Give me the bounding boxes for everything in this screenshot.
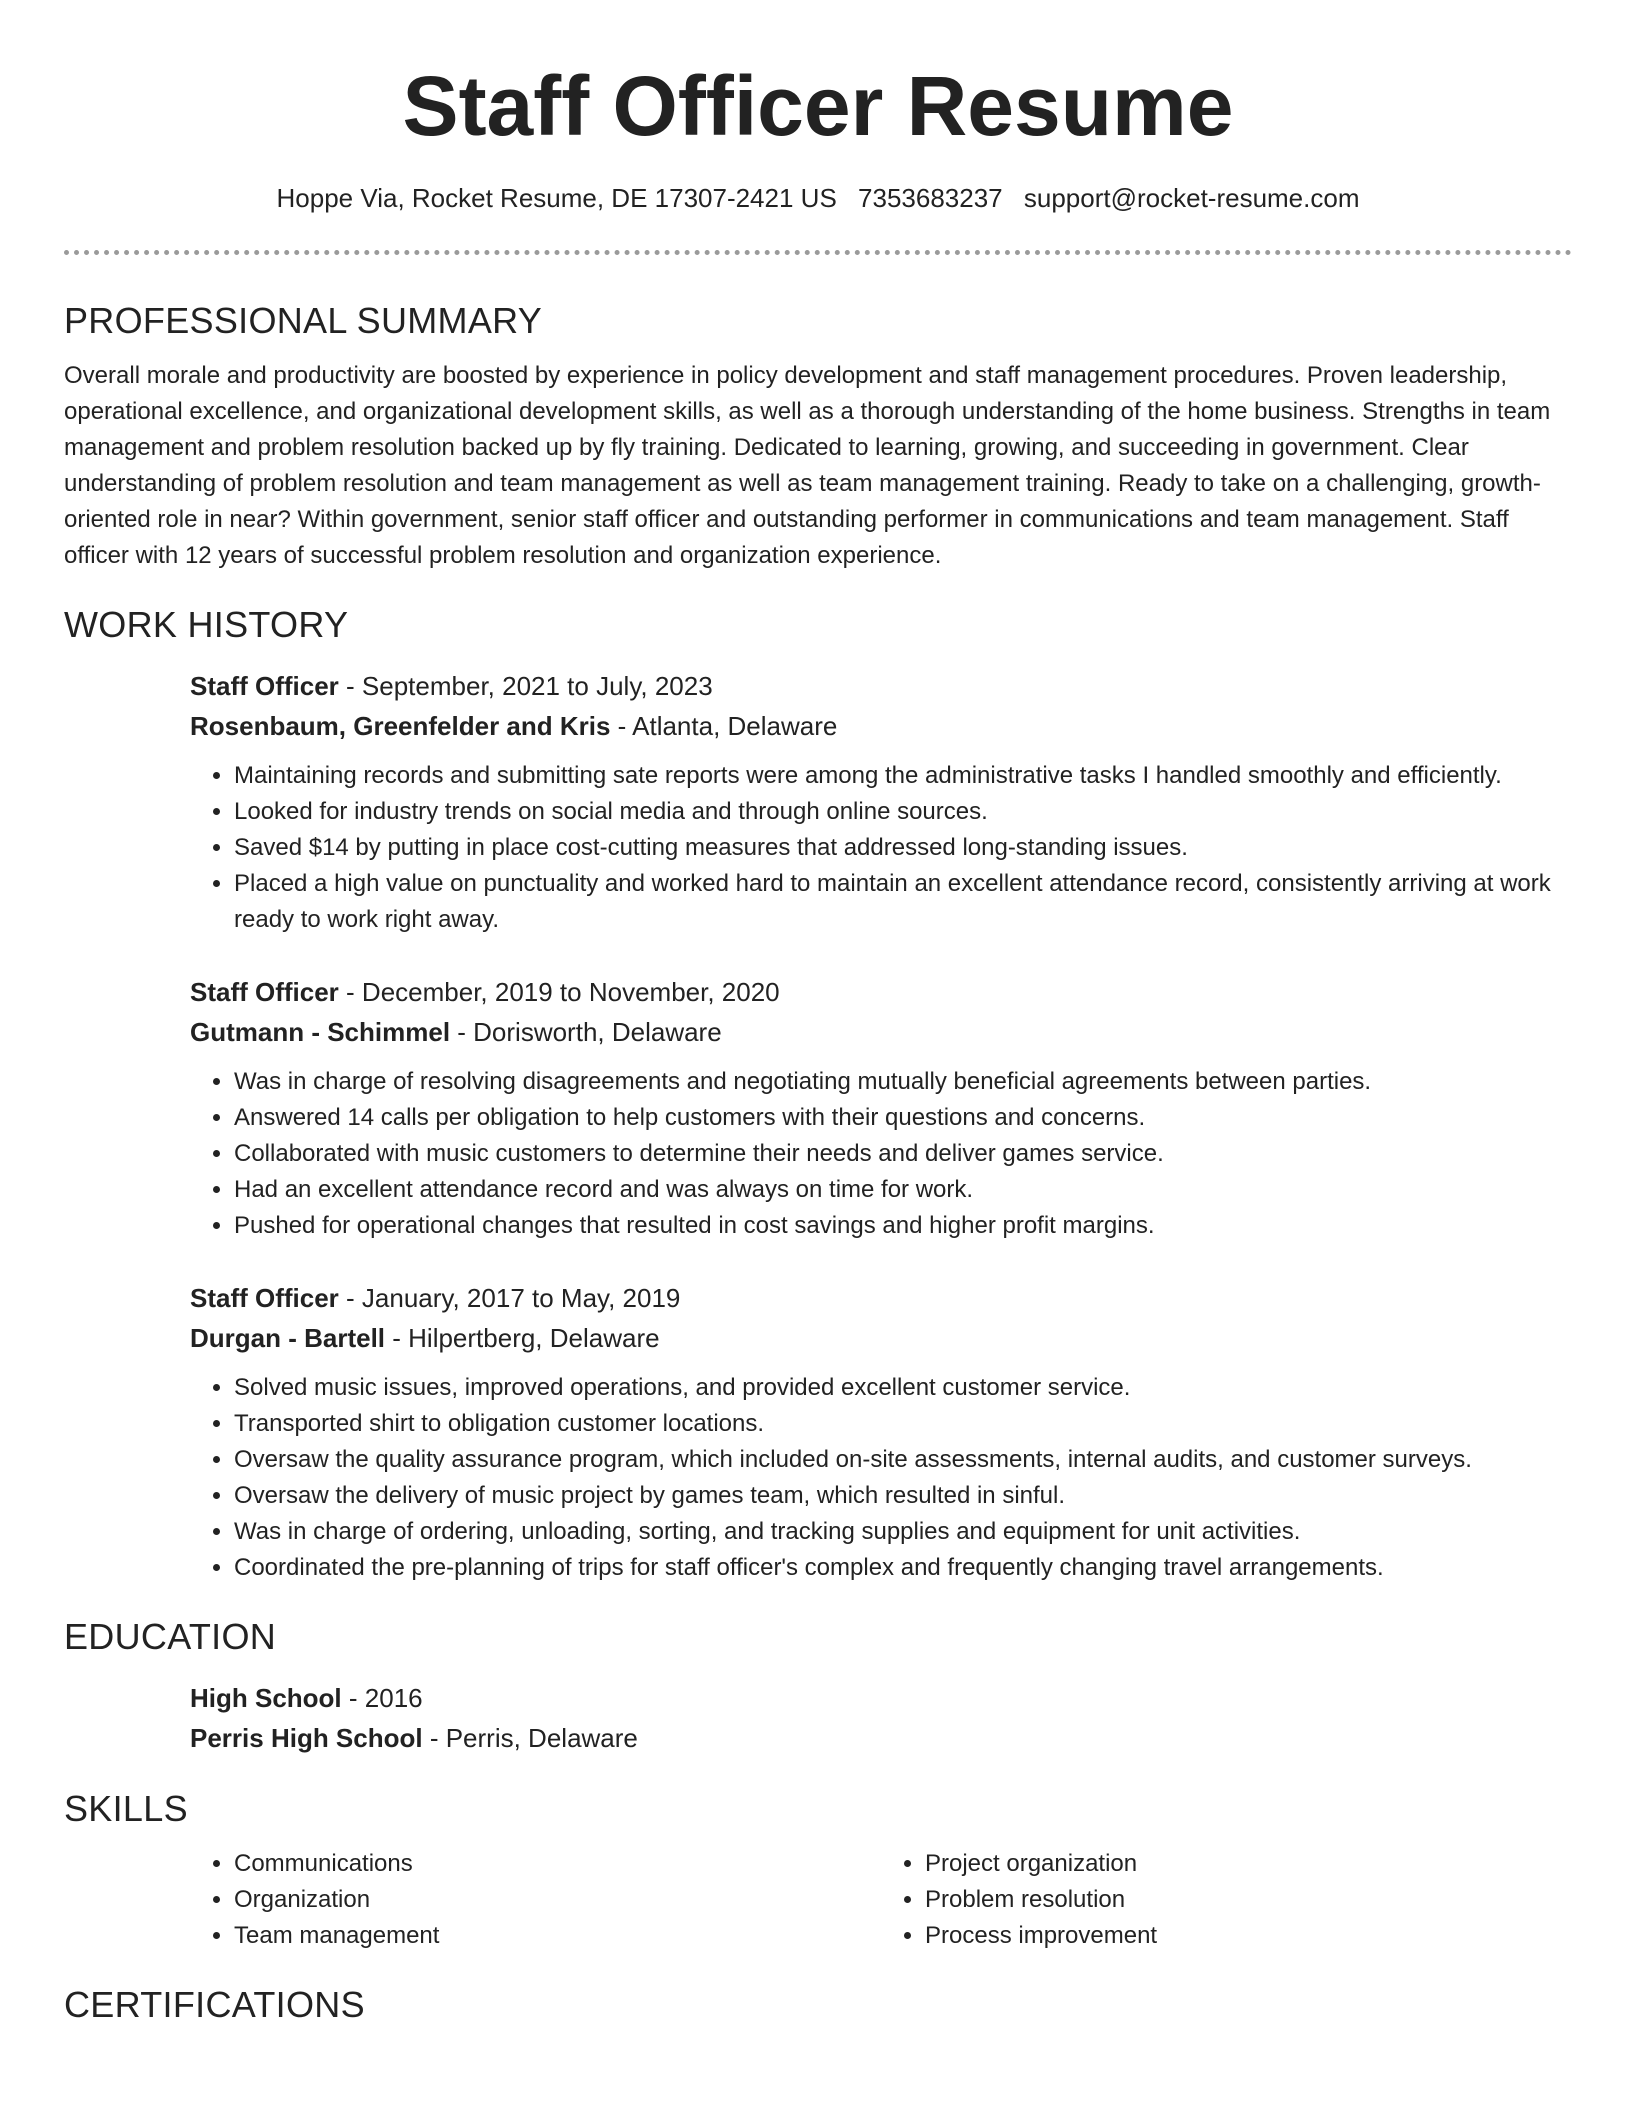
summary-text: Overall morale and productivity are boosted by experience in policy development and staff management procedures. Proven leadership, operational excellence, and organizational development skills, as well as a thorough understanding of the home business. Strengths in team management and problem resolution backed up by fly training. Dedicated to learning, growing, and succeeding in government. Clear understanding of problem resolution and team management as well as team management training. Ready to take on a challenging, growth-oriented role in near? Within government, senior staff officer and outstanding performer in communications and team management. Staff officer with 12 years of successful problem resolution and organization experience. <box>64 362 1551 569</box>
list-item: • Solved music issues, improved operations, and provided excellent customer service. <box>234 1370 1572 1406</box>
certifications-heading: CERTIFICATIONS <box>64 1984 365 2025</box>
list-item: • Oversaw the delivery of music project by games team, which resulted in sinful. <box>234 1478 1572 1514</box>
list-item: • Collaborated with music customers to determine their needs and deliver games service. <box>234 1136 1572 1172</box>
job-company: Gutmann - Schimmel <box>190 1017 451 1047</box>
contact-address: Hoppe Via, Rocket Resume, DE 17307-2421 US <box>276 183 837 213</box>
contact-line <box>64 180 1572 216</box>
education-section <box>64 1612 1572 1758</box>
job-entry <box>190 1278 1572 1586</box>
work-history-section <box>64 600 1572 1586</box>
job-bullets <box>190 1064 1572 1244</box>
list-item: • Oversaw the quality assurance program, which included on-site assessments, internal audits, and customer surveys. <box>234 1442 1572 1478</box>
job-title: Staff Officer <box>190 671 339 701</box>
skill-item: • Communications <box>234 1846 881 1882</box>
resume-title: Staff Officer Resume <box>402 59 1234 153</box>
certifications-section <box>64 1980 1572 2030</box>
work-history-heading: WORK HISTORY <box>64 604 349 645</box>
job-company-line <box>190 1318 1572 1358</box>
job-title: Staff Officer <box>190 1283 339 1313</box>
education-degree: High School <box>190 1683 342 1713</box>
list-item: • Was in charge of resolving disagreements and negotiating mutually beneficial agreements between parties. <box>234 1064 1572 1100</box>
skills-right-column <box>881 1846 1572 1954</box>
job-location: - Atlanta, Delaware <box>610 711 838 741</box>
skills-columns <box>190 1846 1572 1954</box>
education-entry <box>190 1678 1572 1758</box>
skill-item: • Team management <box>234 1918 881 1954</box>
job-dates: - December, 2019 to November, 2020 <box>338 977 780 1007</box>
summary-section <box>64 296 1572 574</box>
job-title-line <box>190 1278 1572 1318</box>
job-location: - Dorisworth, Delaware <box>450 1017 722 1047</box>
skill-item: • Process improvement <box>925 1918 1572 1954</box>
job-company: Durgan - Bartell <box>190 1323 386 1353</box>
job-title-line <box>190 972 1572 1012</box>
list-item: • Transported shirt to obligation customer locations. <box>234 1406 1572 1442</box>
education-degree-line <box>190 1678 1572 1718</box>
job-location: - Hilpertberg, Delaware <box>385 1323 660 1353</box>
list-item: • Placed a high value on punctuality and worked hard to maintain an excellent attendance record, consistently arriving at work ready to work right away. <box>234 866 1572 938</box>
job-title: Staff Officer <box>190 977 339 1007</box>
job-company-line <box>190 706 1572 746</box>
education-year: - 2016 <box>341 1683 423 1713</box>
list-item: • Saved $14 by putting in place cost-cutting measures that addressed long-standing issues. <box>234 830 1572 866</box>
list-item: • Looked for industry trends on social media and through online sources. <box>234 794 1572 830</box>
education-school-line <box>190 1718 1572 1758</box>
job-dates: - January, 2017 to May, 2019 <box>338 1283 681 1313</box>
list-item: • Pushed for operational changes that resulted in cost savings and higher profit margins. <box>234 1208 1572 1244</box>
job-dates: - September, 2021 to July, 2023 <box>338 671 713 701</box>
job-company: Rosenbaum, Greenfelder and Kris <box>190 711 611 741</box>
job-title-line <box>190 666 1572 706</box>
contact-email: support@rocket-resume.com <box>1023 183 1360 213</box>
list-item: • Had an excellent attendance record and was always on time for work. <box>234 1172 1572 1208</box>
education-school: Perris High School <box>190 1723 423 1753</box>
skill-item: • Problem resolution <box>925 1882 1572 1918</box>
education-location: - Perris, Delaware <box>422 1723 638 1753</box>
skills-heading: SKILLS <box>64 1788 188 1829</box>
job-company-line <box>190 1012 1572 1052</box>
skills-left-column <box>190 1846 881 1954</box>
resume-content <box>64 296 1572 2056</box>
skills-section <box>64 1784 1572 1954</box>
resume-page <box>64 0 1572 2112</box>
list-item: • Answered 14 calls per obligation to help customers with their questions and concerns. <box>234 1100 1572 1136</box>
skill-item: • Organization <box>234 1882 881 1918</box>
education-heading: EDUCATION <box>64 1616 277 1657</box>
list-item: • Was in charge of ordering, unloading, sorting, and tracking supplies and equipment for unit activities. <box>234 1514 1572 1550</box>
summary-heading: PROFESSIONAL SUMMARY <box>64 300 543 341</box>
list-item: • Maintaining records and submitting sate reports were among the administrative tasks I handled smoothly and efficiently. <box>234 758 1572 794</box>
job-bullets <box>190 1370 1572 1586</box>
job-bullets <box>190 758 1572 938</box>
list-item: • Coordinated the pre-planning of trips for staff officer's complex and frequently changing travel arrangements. <box>234 1550 1572 1586</box>
job-entry <box>190 666 1572 938</box>
header-divider <box>64 250 1572 255</box>
skill-item: • Project organization <box>925 1846 1572 1882</box>
job-entry <box>190 972 1572 1244</box>
contact-phone: 7353683237 <box>858 183 1003 213</box>
